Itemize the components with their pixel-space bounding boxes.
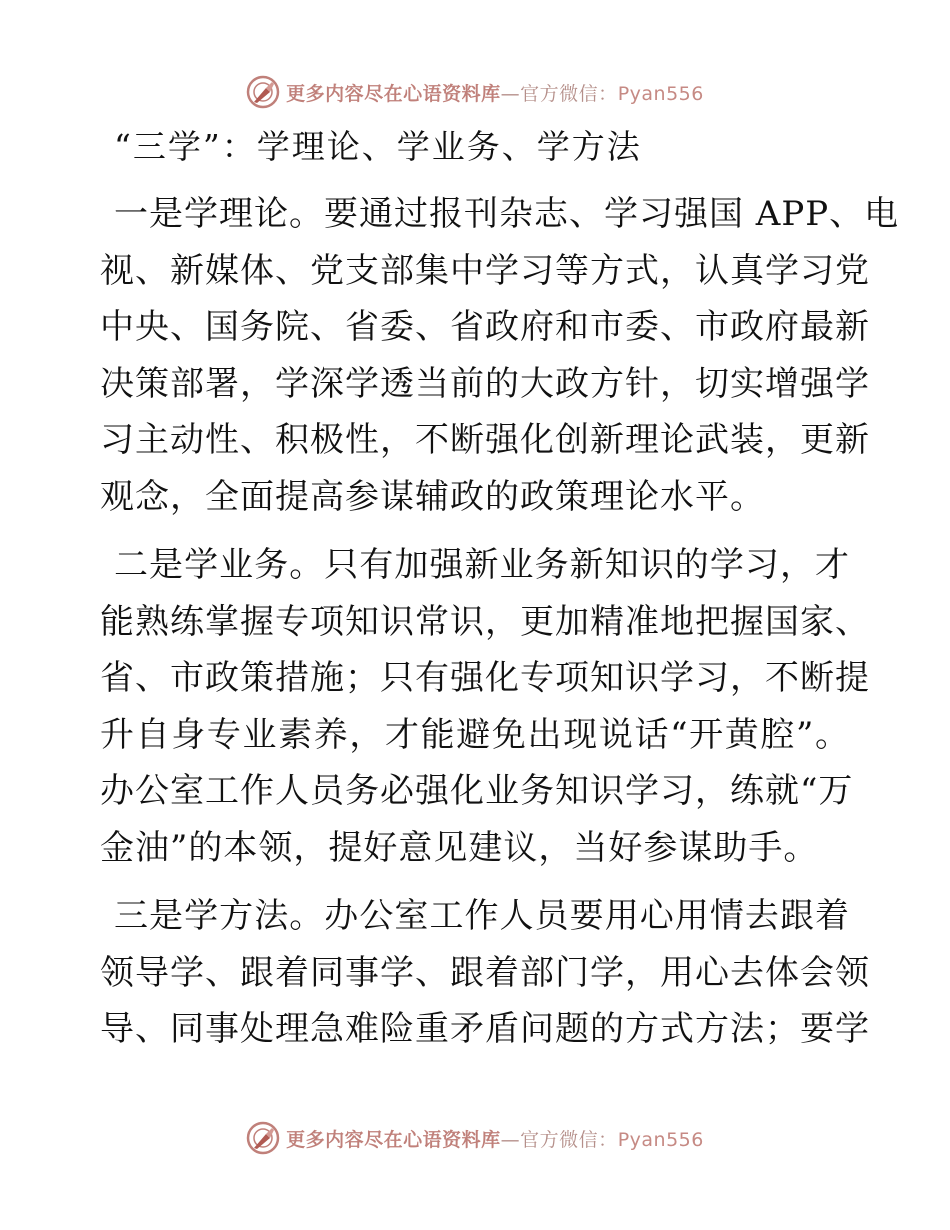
paragraph-theory <box>100 186 900 525</box>
watermark-wechat-label: 官方微信： <box>520 1128 618 1151</box>
text-line: 中央、国务院、省委、省政府和市委、市政府最新 <box>100 307 870 347</box>
text-line: 决策部署，学深学透当前的大政方针，切实增强学 <box>100 363 870 404</box>
paragraph-business <box>100 537 870 876</box>
text-line: 升自身专业素养，才能避免出现说话“开黄腔”。 <box>100 714 850 755</box>
text-line: 一是学理论。要通过报刊杂志、学习强国 APP、电 <box>114 194 900 234</box>
text-line: 习主动性、积极性，不断强化创新理论武装，更新 <box>100 420 870 460</box>
text-line: 观念，全面提高参谋辅政的政策理论水平。 <box>100 476 765 517</box>
watermark-slogan: 更多内容尽在心语资料库 <box>286 82 501 105</box>
pen-nib-logo-icon <box>246 1121 280 1155</box>
text-line: 金油”的本领，提好意见建议，当好参谋助手。 <box>100 827 819 868</box>
header-watermark <box>0 72 950 112</box>
text-line: 视、新媒体、党支部集中学习等方式，认真学习党 <box>100 250 870 291</box>
pen-nib-logo-icon <box>246 75 280 109</box>
watermark-dash: — <box>500 1128 521 1151</box>
text-line: 办公室工作人员务必强化业务知识学习，练就“万 <box>100 771 854 811</box>
paragraph-method <box>100 888 870 1058</box>
watermark-text <box>286 79 704 106</box>
watermark-wechat-label: 官方微信： <box>520 82 618 105</box>
document-title: “三学”：学理论、学业务、学方法 <box>114 127 642 166</box>
watermark-dash: — <box>500 82 521 105</box>
watermark-account: Pyan556 <box>617 1128 704 1151</box>
document-body <box>100 124 900 1070</box>
text-line: 三是学方法。办公室工作人员要用心用情去跟着 <box>114 896 850 936</box>
text-line: 二是学业务。只有加强新业务新知识的学习，才 <box>114 545 850 585</box>
footer-watermark <box>0 1118 950 1158</box>
text-line: 省、市政策措施；只有强化专项知识学习，不断提 <box>100 658 870 698</box>
text-line: 能熟练掌握专项知识常识，更加精准地把握国家、 <box>100 601 870 642</box>
text-line: 导、同事处理急难险重矛盾问题的方式方法；要学 <box>100 1009 870 1049</box>
text-line: 领导学、跟着同事学、跟着部门学，用心去体会领 <box>100 952 870 993</box>
watermark-account: Pyan556 <box>617 82 704 105</box>
watermark-text <box>286 1125 704 1152</box>
watermark-slogan: 更多内容尽在心语资料库 <box>286 1128 501 1151</box>
